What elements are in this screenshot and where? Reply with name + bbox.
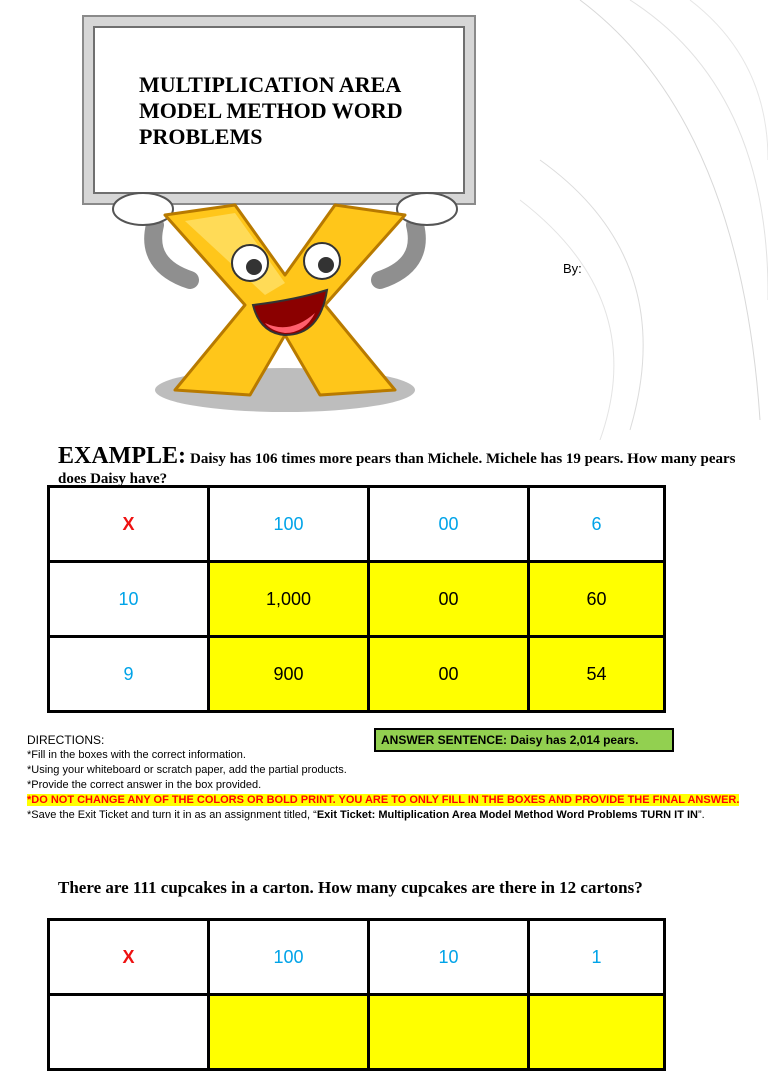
- header-cell: 6: [529, 487, 665, 562]
- save-prefix: *Save the Exit Ticket and turn it in as an assignment titled, “: [27, 809, 317, 821]
- example-area-model-table: [47, 485, 666, 713]
- product-cell: 60: [529, 562, 665, 637]
- example-colon: :: [178, 443, 186, 469]
- product-cell: 00: [369, 637, 529, 712]
- header-cell: 100: [209, 487, 369, 562]
- header-cell: 00: [369, 487, 529, 562]
- x-mascot-illustration: [95, 185, 475, 415]
- directions-block: [27, 733, 767, 823]
- multiply-sign-cell: X: [49, 487, 209, 562]
- product-cell: 54: [529, 637, 665, 712]
- directions-warning: *DO NOT CHANGE ANY OF THE COLORS OR BOLD PRINT. YOU ARE TO ONLY FILL IN THE BOXES AND PROVIDE THE FINAL ANSWER.: [27, 794, 740, 806]
- directions-line: *Provide the correct answer in the box provided.: [27, 779, 262, 791]
- header-cell: 100: [209, 920, 369, 995]
- page-title: MULTIPLICATION AREA MODEL METHOD WORD PROBLEMS: [139, 72, 403, 149]
- example-heading: [58, 443, 758, 488]
- decorative-arcs: [480, 0, 768, 440]
- directions-line: *Fill in the boxes with the correct information.: [27, 749, 246, 761]
- example-label: EXAMPLE: [58, 443, 178, 469]
- product-cell: 00: [369, 562, 529, 637]
- row-label-cell: 9: [49, 637, 209, 712]
- product-cell: 1,000: [209, 562, 369, 637]
- row-label-input-cell[interactable]: [49, 995, 209, 1070]
- header-cell: 10: [369, 920, 529, 995]
- product-input-cell[interactable]: [209, 995, 369, 1070]
- product-input-cell[interactable]: [529, 995, 665, 1070]
- question-1-area-model-table: [47, 918, 666, 1071]
- author-label: By:: [563, 261, 582, 276]
- multiply-sign-cell: X: [49, 920, 209, 995]
- product-cell: 900: [209, 637, 369, 712]
- directions-line: *Using your whiteboard or scratch paper, add the partial products.: [27, 764, 347, 776]
- directions-line-save: [27, 808, 767, 823]
- example-problem-text: Daisy has 106 times more pears than Michele. Michele has 19 pears. How many pears does Daisy have?: [58, 451, 736, 487]
- row-label-cell: 10: [49, 562, 209, 637]
- answer-sentence-box: ANSWER SENTENCE: Daisy has 2,014 pears.: [374, 728, 674, 752]
- directions-title: DIRECTIONS:: [27, 733, 105, 747]
- save-suffix: ”.: [698, 809, 705, 821]
- product-input-cell[interactable]: [369, 995, 529, 1070]
- header-cell: 1: [529, 920, 665, 995]
- question-1-text: There are 111 cupcakes in a carton. How many cupcakes are there in 12 cartons?: [58, 878, 643, 897]
- assignment-title: Exit Ticket: Multiplication Area Model Method Word Problems TURN IT IN: [316, 809, 698, 821]
